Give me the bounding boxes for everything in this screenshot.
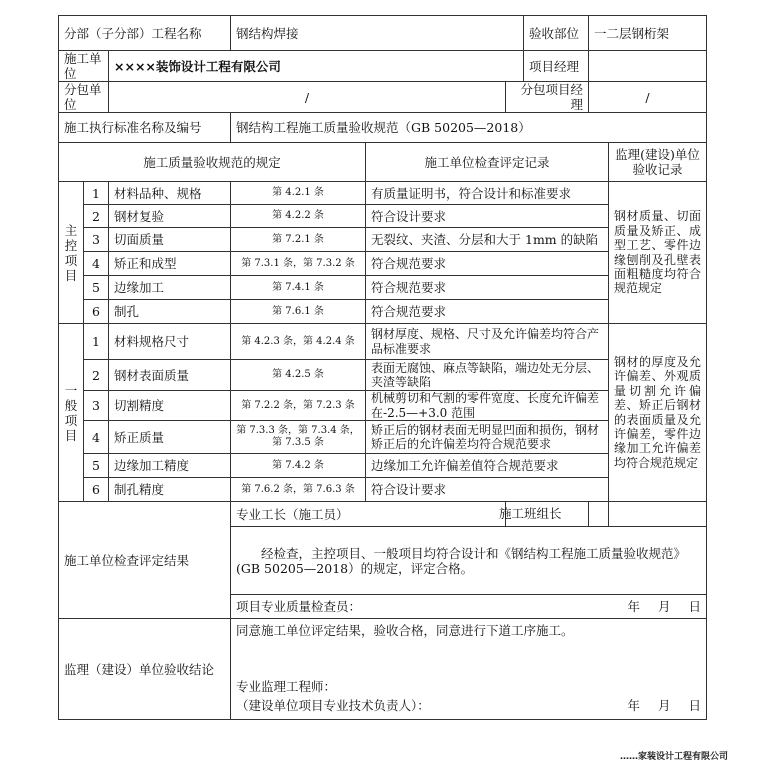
- col-header-spec: 施工质量验收规范的规定: [59, 143, 366, 182]
- main-item-no: 2: [84, 205, 109, 228]
- subcontractor-label: 分包单位: [59, 82, 109, 113]
- supervision-result-text: 同意施工单位评定结果，验收合格，同意进行下道工序施工。: [236, 623, 574, 638]
- subcontractor-value: /: [109, 82, 506, 113]
- contractor-value: ××××装饰设计工程有限公司: [109, 51, 524, 82]
- main-item-name: 钢材复验: [109, 205, 231, 228]
- general-item-record: 钢材厚度、规格、尺寸及允许偏差均符合产品标准要求: [366, 324, 609, 360]
- acceptance-table: [58, 15, 707, 720]
- general-item-record: 机械剪切和气割的零件宽度、长度允许偏差在-2.5—+3.0 范围: [366, 391, 609, 421]
- foreman-label: 专业工长（施工员）: [231, 502, 506, 527]
- general-item-clause: 第 7.4.2 条: [231, 454, 366, 478]
- general-item-clause: 第 7.2.2 条，第 7.2.3 条: [231, 391, 366, 421]
- team-leader-label: [589, 502, 609, 527]
- inspector-label: 项目专业质量检查员：: [236, 599, 362, 614]
- main-item-clause: 第 7.4.1 条: [231, 276, 366, 300]
- pm-value: [589, 51, 707, 82]
- main-item-name: 边缘加工: [109, 276, 231, 300]
- main-item-clause: 第 4.2.2 条: [231, 205, 366, 228]
- location-value: 一二层钢桁架: [589, 16, 707, 51]
- construction-result-date: 年 月 日: [627, 599, 702, 614]
- main-item-clause: 第 7.2.1 条: [231, 228, 366, 252]
- main-item-clause: 第 7.6.1 条: [231, 300, 366, 324]
- supervision-result-label: 监理（建设）单位验收结论: [59, 619, 231, 720]
- general-item-name: 材料规格尺寸: [109, 324, 231, 360]
- general-item-no: 5: [84, 454, 109, 478]
- general-item-record: 符合设计要求: [366, 478, 609, 502]
- general-item-clause: 第 4.2.5 条: [231, 360, 366, 391]
- general-item-clause: 第 7.3.3 条，第 7.3.4 条，第 7.3.5 条: [231, 421, 366, 454]
- general-item-no: 4: [84, 421, 109, 454]
- main-item-record: 符合设计要求: [366, 205, 609, 228]
- construction-result-text: 经检查，主控项目、一般项目均符合设计和《钢结构工程施工质量验收规范》(GB 50205—2018）的规定，评定合格。: [231, 527, 707, 595]
- main-item-no: 1: [84, 182, 109, 205]
- main-item-no: 3: [84, 228, 109, 252]
- main-item-name: 矫正和成型: [109, 252, 231, 276]
- construction-result-label: 施工单位检查评定结果: [59, 502, 231, 619]
- pm-label: 项目经理: [524, 51, 589, 82]
- main-item-record: 符合规范要求: [366, 300, 609, 324]
- footer-fragment: ……家装设计工程有限公司: [620, 752, 729, 762]
- general-item-name: 切割精度: [109, 391, 231, 421]
- construction-result-signature: [231, 595, 707, 619]
- owner-label: （建设单位项目专业技术负责人）：: [236, 698, 430, 713]
- general-item-no: 6: [84, 478, 109, 502]
- general-item-name: 边缘加工精度: [109, 454, 231, 478]
- main-item-no: 5: [84, 276, 109, 300]
- general-items-supervisor-note: 钢材的厚度及允许偏差、外观质量切割允许偏差、矫正后钢材的表面质量及允许偏差，零件边缘加工允许偏差均符合规范规定: [609, 324, 707, 502]
- project-name-label: 分部（子分部）工程名称: [59, 16, 231, 51]
- general-item-name: 矫正质量: [109, 421, 231, 454]
- supervision-result-date: 年 月 日: [627, 698, 702, 713]
- general-item-name: 钢材表面质量: [109, 360, 231, 391]
- general-item-clause: 第 4.2.3 条，第 4.2.4 条: [231, 324, 366, 360]
- project-name-value: 钢结构焊接: [231, 16, 524, 51]
- general-item-record: 边缘加工允许偏差值符合规范要求: [366, 454, 609, 478]
- supervision-result-body: [231, 619, 707, 720]
- main-item-record: 有质量证明书，符合设计和标准要求: [366, 182, 609, 205]
- standard-value: 钢结构工程施工质量验收规范（GB 50205—2018）: [231, 113, 707, 143]
- main-item-no: 4: [84, 252, 109, 276]
- main-items-group-label: 主 控 项 目: [59, 182, 84, 324]
- general-items-group-label: 一 般 项 目: [59, 324, 84, 502]
- main-items-supervisor-note: 钢材质量、切面质量及矫正、成型工艺、零件边缘刨削及孔壁表面粗糙度均符合规范规定: [609, 182, 707, 324]
- main-item-name: 制孔: [109, 300, 231, 324]
- sub-pm-value: /: [589, 82, 707, 113]
- general-item-no: 2: [84, 360, 109, 391]
- general-item-clause: 第 7.6.2 条，第 7.6.3 条: [231, 478, 366, 502]
- sub-pm-label: 分包项目经理: [506, 82, 589, 113]
- team-leader-cell: [499, 502, 707, 527]
- main-item-record: 无裂纹、夹渣、分层和大于 1mm 的缺陷: [366, 228, 609, 252]
- team-leader-label-text: 施工班组长: [499, 506, 562, 521]
- main-item-name: 材料品种、规格: [109, 182, 231, 205]
- standard-label: 施工执行标准名称及编号: [59, 113, 231, 143]
- main-item-clause: 第 4.2.1 条: [231, 182, 366, 205]
- main-item-no: 6: [84, 300, 109, 324]
- engineer-label: 专业监理工程师：: [236, 679, 337, 694]
- general-item-record: 表面无腐蚀、麻点等缺陷，端边处无分层、夹渣等缺陷: [366, 360, 609, 391]
- main-item-name: 切面质量: [109, 228, 231, 252]
- location-label: 验收部位: [524, 16, 589, 51]
- general-item-no: 1: [84, 324, 109, 360]
- general-item-record: 矫正后的钢材表面无明显凹面和损伤，钢材矫正后的允许偏差均符合规范要求: [366, 421, 609, 454]
- col-header-record: 施工单位检查评定记录: [366, 143, 609, 182]
- col-header-supervisor: 监理(建设)单位验收记录: [609, 143, 707, 182]
- contractor-label: 施工单位: [59, 51, 109, 82]
- main-item-record: 符合规范要求: [366, 276, 609, 300]
- main-item-clause: 第 7.3.1 条，第 7.3.2 条: [231, 252, 366, 276]
- general-item-name: 制孔精度: [109, 478, 231, 502]
- general-item-no: 3: [84, 391, 109, 421]
- main-item-record: 符合规范要求: [366, 252, 609, 276]
